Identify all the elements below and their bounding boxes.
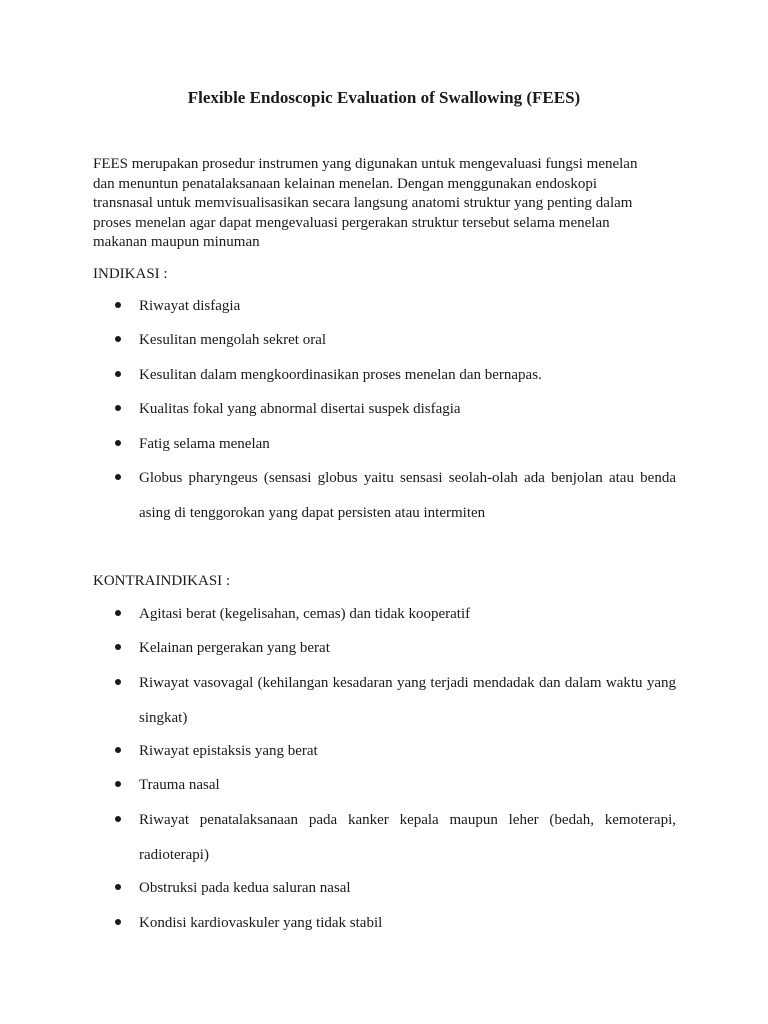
bullet-icon	[115, 816, 121, 822]
indikasi-item-text: Fatig selama menelan	[139, 436, 270, 452]
bullet-icon	[115, 336, 121, 342]
kontraindikasi-item-text: Kelainan pergerakan yang berat	[139, 640, 330, 656]
bullet-icon	[115, 781, 121, 787]
kontraindikasi-item-text: Obstruksi pada kedua saluran nasal	[139, 880, 351, 896]
bullet-icon	[115, 371, 121, 377]
bullet-icon	[115, 610, 121, 616]
bullet-icon	[115, 405, 121, 411]
bullet-icon	[115, 919, 121, 925]
indikasi-item-text: Kualitas fokal yang abnormal disertai suspek disfagia	[139, 401, 461, 417]
kontraindikasi-item	[139, 666, 676, 735]
intro-line: makanan maupun minuman	[93, 234, 260, 251]
kontraindikasi-item-text: Riwayat penatalaksanaan pada kanker kepala maupun leher (bedah, kemoterapi, radioterapi)	[139, 812, 676, 863]
indikasi-item	[139, 289, 676, 324]
bullet-icon	[115, 440, 121, 446]
kontraindikasi-item	[139, 734, 676, 769]
indikasi-item-text: Globus pharyngeus (sensasi globus yaitu sensasi seolah-olah ada benjolan atau benda asing di tenggorokan yang dapat persisten atau intermiten	[139, 470, 676, 521]
intro-line: dan menuntun penatalaksanaan kelainan menelan. Dengan menggunakan endoskopi	[93, 175, 597, 192]
kontraindikasi-item	[139, 597, 676, 632]
bullet-icon	[115, 747, 121, 753]
bullet-icon	[115, 884, 121, 890]
kontraindikasi-item	[139, 871, 676, 906]
bullet-icon	[115, 302, 121, 308]
indikasi-item-text: Riwayat disfagia	[139, 298, 241, 314]
indikasi-item	[139, 323, 676, 358]
kontraindikasi-item	[139, 631, 676, 666]
indikasi-heading: INDIKASI :	[93, 266, 168, 282]
kontraindikasi-item-text: Agitasi berat (kegelisahan, cemas) dan tidak kooperatif	[139, 606, 471, 622]
bullet-icon	[115, 679, 121, 685]
bullet-icon	[115, 474, 121, 480]
intro-line: proses menelan agar dapat mengevaluasi pergerakan struktur tersebut selama menelan	[93, 214, 610, 231]
kontraindikasi-heading: KONTRAINDIKASI :	[93, 573, 231, 589]
intro-line: FEES merupakan prosedur instrumen yang digunakan untuk mengevaluasi fungsi menelan	[93, 156, 638, 172]
bullet-icon	[115, 644, 121, 650]
intro-paragraph	[93, 155, 683, 253]
kontraindikasi-item	[139, 768, 676, 803]
intro-line: transnasal untuk memvisualisasikan secara langsung anatomi struktur yang penting dalam	[93, 195, 633, 212]
kontraindikasi-item-text: Riwayat epistaksis yang berat	[139, 743, 318, 759]
document-title: Flexible Endoscopic Evaluation of Swallowing (FEES)	[187, 88, 581, 107]
indikasi-item-text: Kesulitan mengolah sekret oral	[139, 332, 327, 348]
indikasi-item-text: Kesulitan dalam mengkoordinasikan proses menelan dan bernapas.	[139, 367, 542, 383]
kontraindikasi-item	[139, 906, 676, 941]
kontraindikasi-item	[139, 803, 676, 872]
indikasi-item	[139, 392, 676, 427]
indikasi-item	[139, 427, 676, 462]
kontraindikasi-item-text: Riwayat vasovagal (kehilangan kesadaran yang terjadi mendadak dan dalam waktu yang singkat)	[139, 675, 676, 726]
indikasi-item	[139, 461, 676, 530]
indikasi-item	[139, 358, 676, 393]
kontraindikasi-item-text: Kondisi kardiovaskuler yang tidak stabil	[139, 915, 383, 931]
kontraindikasi-item-text: Trauma nasal	[139, 777, 220, 793]
